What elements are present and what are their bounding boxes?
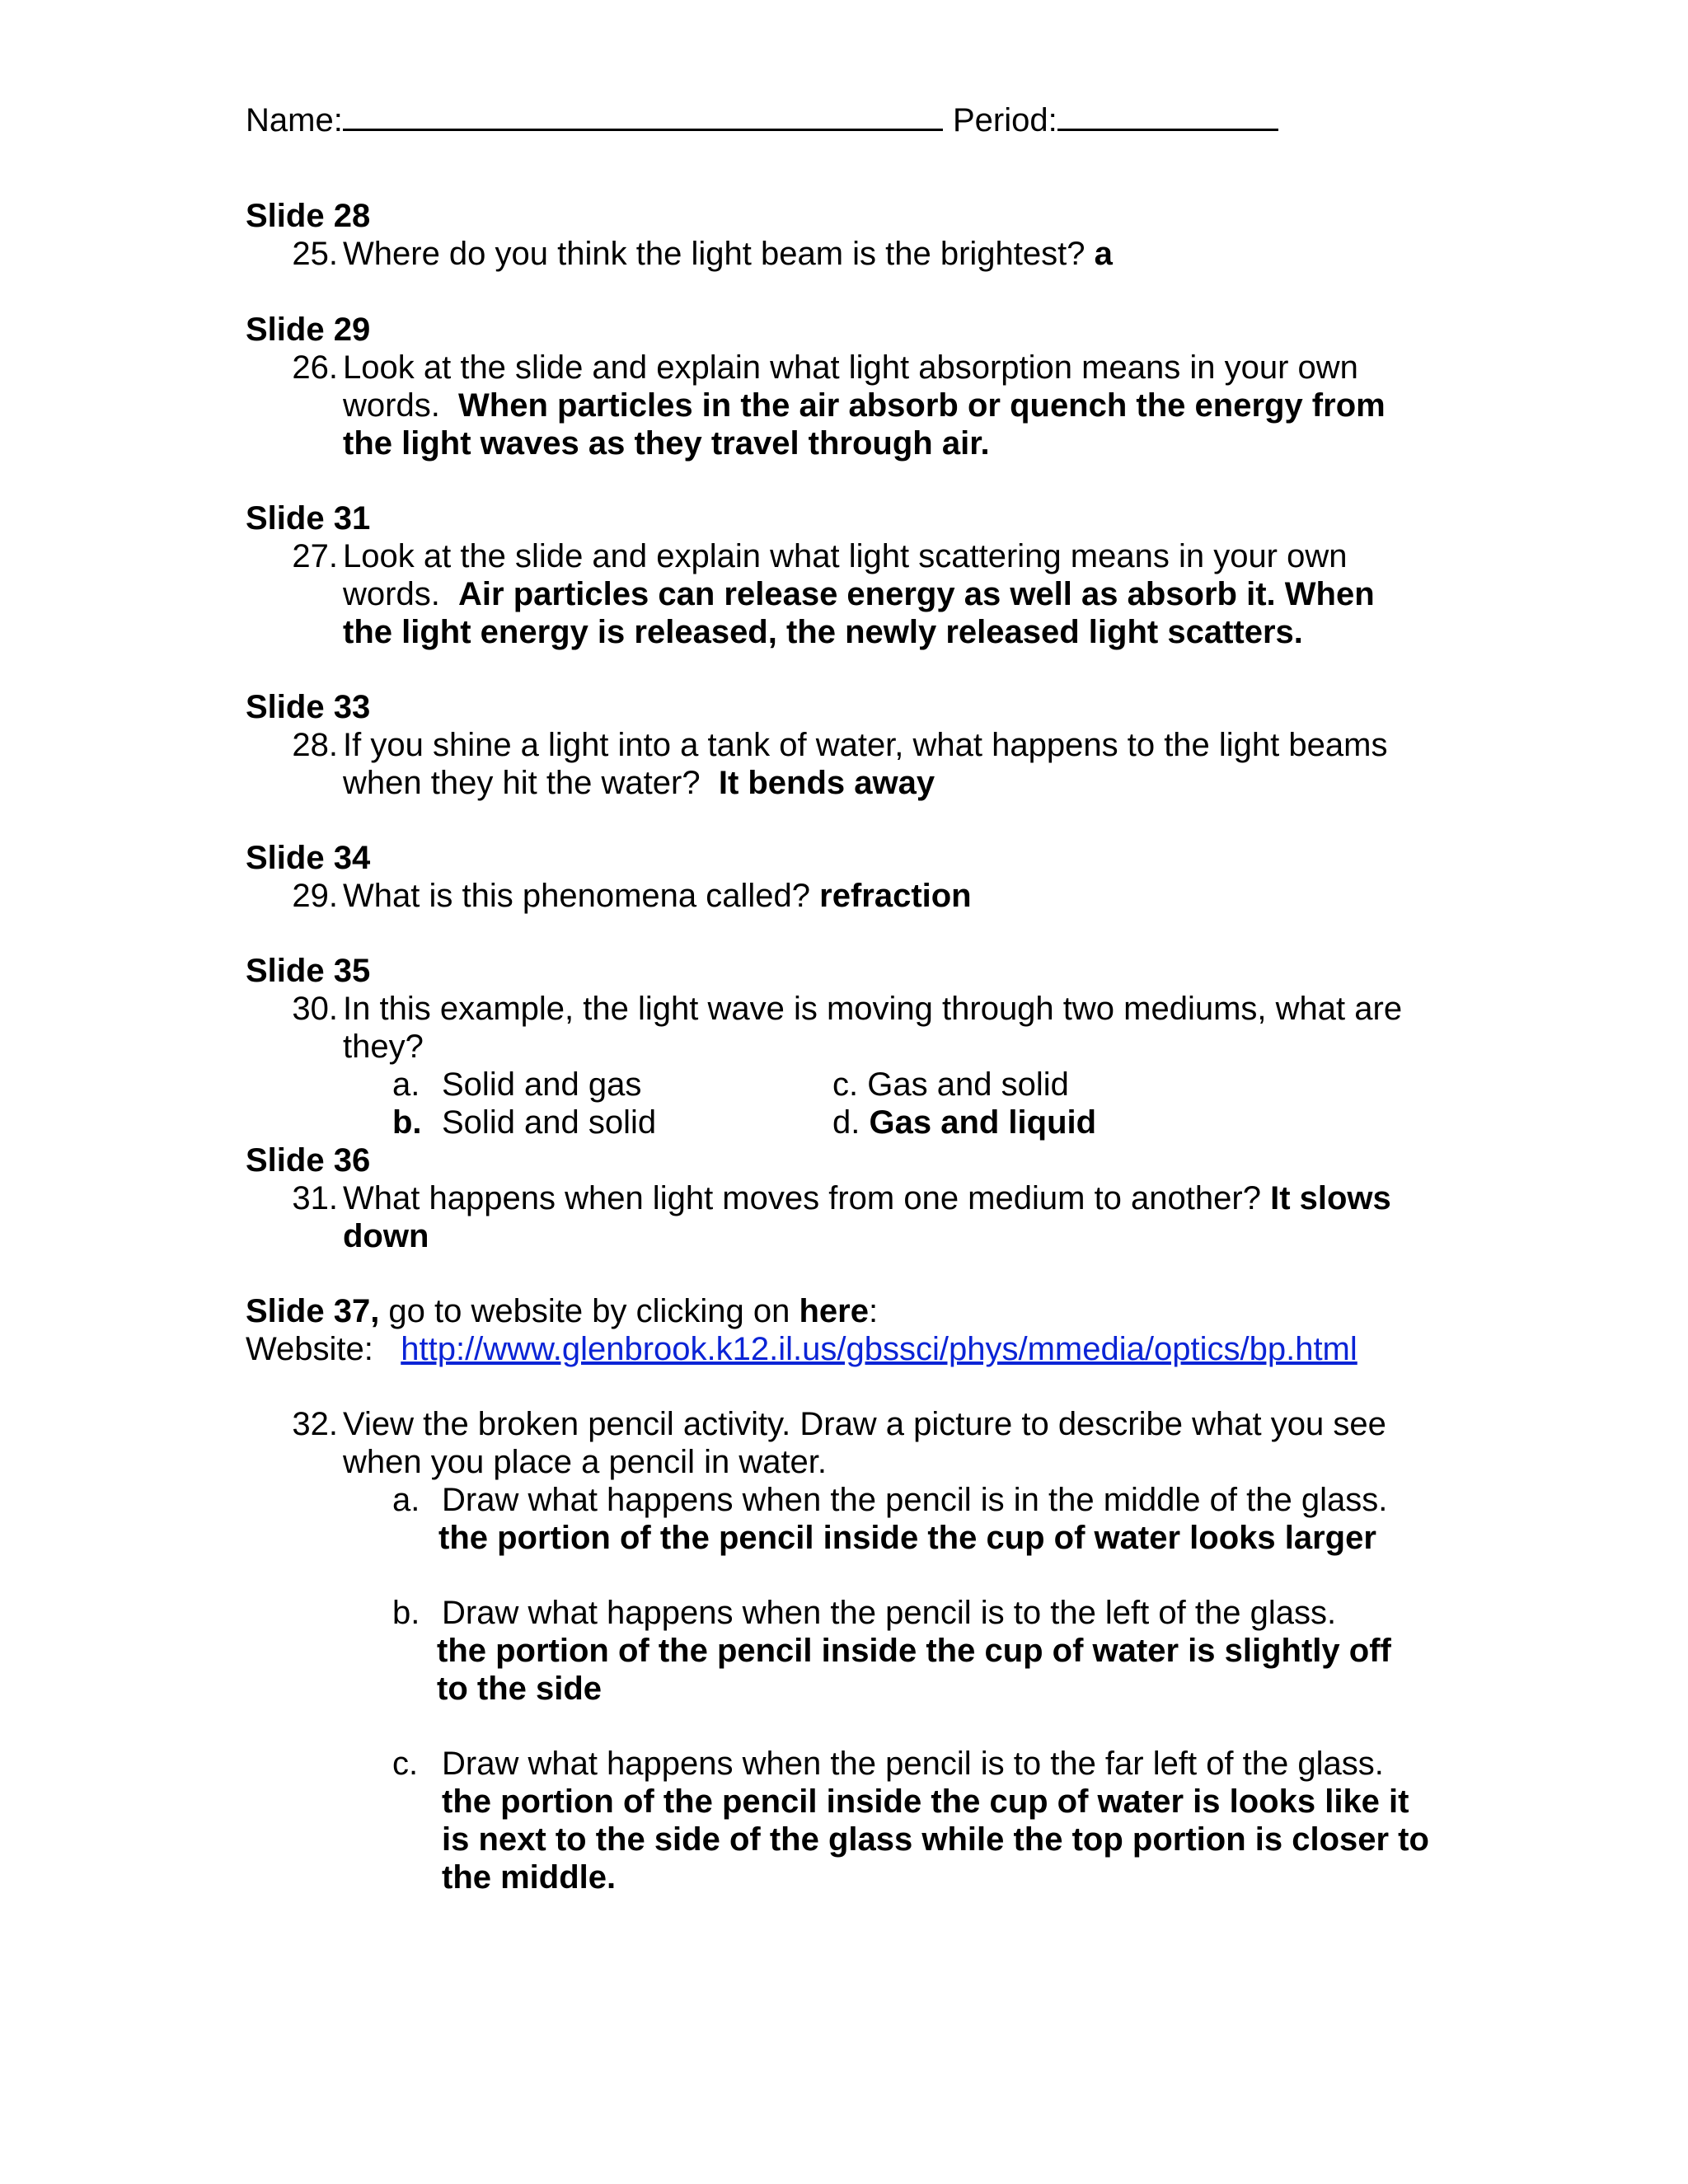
period-label: Period: [953, 102, 1057, 138]
question-32-line2: when you place a pencil in water. [343, 1444, 828, 1480]
q32-c-answer-line3: the middle. [442, 1859, 617, 1896]
question-31-line1 [343, 1179, 1391, 1217]
name-field[interactable] [246, 97, 943, 139]
question-27-answer-line2: the light energy is released, the newly released light scatters. [343, 614, 1303, 650]
question-29-answer: refraction [819, 878, 972, 914]
question-31-text: What happens when light moves from one medium to another? [343, 1180, 1261, 1216]
question-29-number: 29. [292, 878, 338, 914]
slide-37-line [246, 1292, 878, 1330]
period-field[interactable] [953, 97, 1278, 139]
q32-b-answer-line2: to the side [437, 1671, 603, 1707]
question-28-line2 [343, 764, 935, 802]
q32-c-answer-line2: is next to the side of the glass while the top portion is closer to [442, 1821, 1429, 1858]
question-31-answer-part2: down [343, 1218, 429, 1254]
question-31-answer-part1: It slows [1270, 1180, 1391, 1216]
question-27-answer-line1: Air particles can release energy as well as absorb it. When [458, 576, 1375, 612]
question-30-number: 30. [292, 991, 338, 1027]
q32-b-answer-line1: the portion of the pencil inside the cup of water is slightly off [437, 1633, 1391, 1669]
period-blank-line[interactable] [1057, 97, 1278, 131]
question-27-number: 27. [292, 538, 338, 574]
name-label: Name: [246, 102, 343, 138]
option-a-text: Solid and gas [442, 1066, 642, 1103]
option-d [832, 1104, 1096, 1141]
q32-a-text: Draw what happens when the pencil is in the middle of the glass. [442, 1482, 1388, 1518]
question-26-line2 [343, 387, 1386, 424]
question-32-line1: View the broken pencil activity. Draw a picture to describe what you see [343, 1406, 1386, 1442]
question-26-prefix: words. [343, 387, 440, 424]
website-label: Website: [246, 1331, 373, 1367]
q32-b-text: Draw what happens when the pencil is to the left of the glass. [442, 1595, 1337, 1631]
slide-29-heading: Slide 29 [246, 312, 371, 348]
option-c [832, 1066, 1069, 1104]
question-27-line2 [343, 575, 1375, 613]
q32-b-letter: b. [392, 1595, 420, 1631]
question-28-text: when they hit the water? [343, 765, 701, 801]
question-26-answer-line2: the light waves as they travel through air. [343, 425, 990, 462]
name-blank-line[interactable] [343, 97, 943, 131]
q32-a-answer: the portion of the pencil inside the cup of water looks larger [438, 1520, 1376, 1556]
question-25 [343, 235, 1113, 273]
slide-33-heading: Slide 33 [246, 689, 371, 725]
slide-34-heading: Slide 34 [246, 840, 371, 876]
slide-37-colon: : [868, 1293, 879, 1329]
question-29-text: What is this phenomena called? [343, 878, 810, 914]
q32-c-letter: c. [392, 1746, 419, 1782]
q32-c-text: Draw what happens when the pencil is to the far left of the glass. [442, 1746, 1384, 1782]
question-26-line1: Look at the slide and explain what light absorption means in your own [343, 349, 1358, 386]
question-28-number: 28. [292, 727, 338, 763]
here-link[interactable]: here [799, 1293, 869, 1329]
question-29 [343, 877, 972, 915]
question-28-line1: If you shine a light into a tank of water, what happens to the light beams [343, 727, 1388, 763]
option-c-letter: c. [832, 1066, 859, 1103]
website-line [246, 1330, 1357, 1368]
slide-31-heading: Slide 31 [246, 500, 371, 537]
question-26-answer-line1: When particles in the air absorb or quench the energy from [458, 387, 1386, 424]
question-30-line1: In this example, the light wave is moving through two mediums, what are [343, 991, 1403, 1027]
option-b-letter: b. [392, 1104, 422, 1141]
slide-36-heading: Slide 36 [246, 1142, 371, 1179]
question-30-line2: they? [343, 1029, 424, 1065]
option-c-text: Gas and solid [867, 1066, 1069, 1103]
question-32-number: 32. [292, 1406, 338, 1442]
slide-28-heading: Slide 28 [246, 198, 371, 234]
question-25-answer: a [1094, 236, 1113, 272]
question-26-number: 26. [292, 349, 338, 386]
question-27-line1: Look at the slide and explain what light scattering means in your own [343, 538, 1348, 574]
question-25-number: 25. [292, 236, 338, 272]
question-31-number: 31. [292, 1180, 338, 1216]
question-28-answer: It bends away [718, 765, 935, 801]
slide-35-heading: Slide 35 [246, 953, 371, 989]
question-27-prefix: words. [343, 576, 440, 612]
q32-c-answer-line1: the portion of the pencil inside the cup of water is looks like it [442, 1783, 1409, 1820]
slide-37-instruction: go to website by clicking on [379, 1293, 799, 1329]
option-b-text: Solid and solid [442, 1104, 657, 1141]
question-25-text: Where do you think the light beam is the brightest? [343, 236, 1085, 272]
q32-a-letter: a. [392, 1482, 420, 1518]
slide-37-heading: Slide 37, [246, 1293, 380, 1329]
option-d-text: Gas and liquid [869, 1104, 1097, 1141]
option-d-letter: d. [832, 1104, 860, 1141]
option-a-letter: a. [392, 1066, 420, 1103]
website-url-link[interactable]: http://www.glenbrook.k12.il.us/gbssci/phys/mmedia/optics/bp.html [401, 1331, 1357, 1367]
